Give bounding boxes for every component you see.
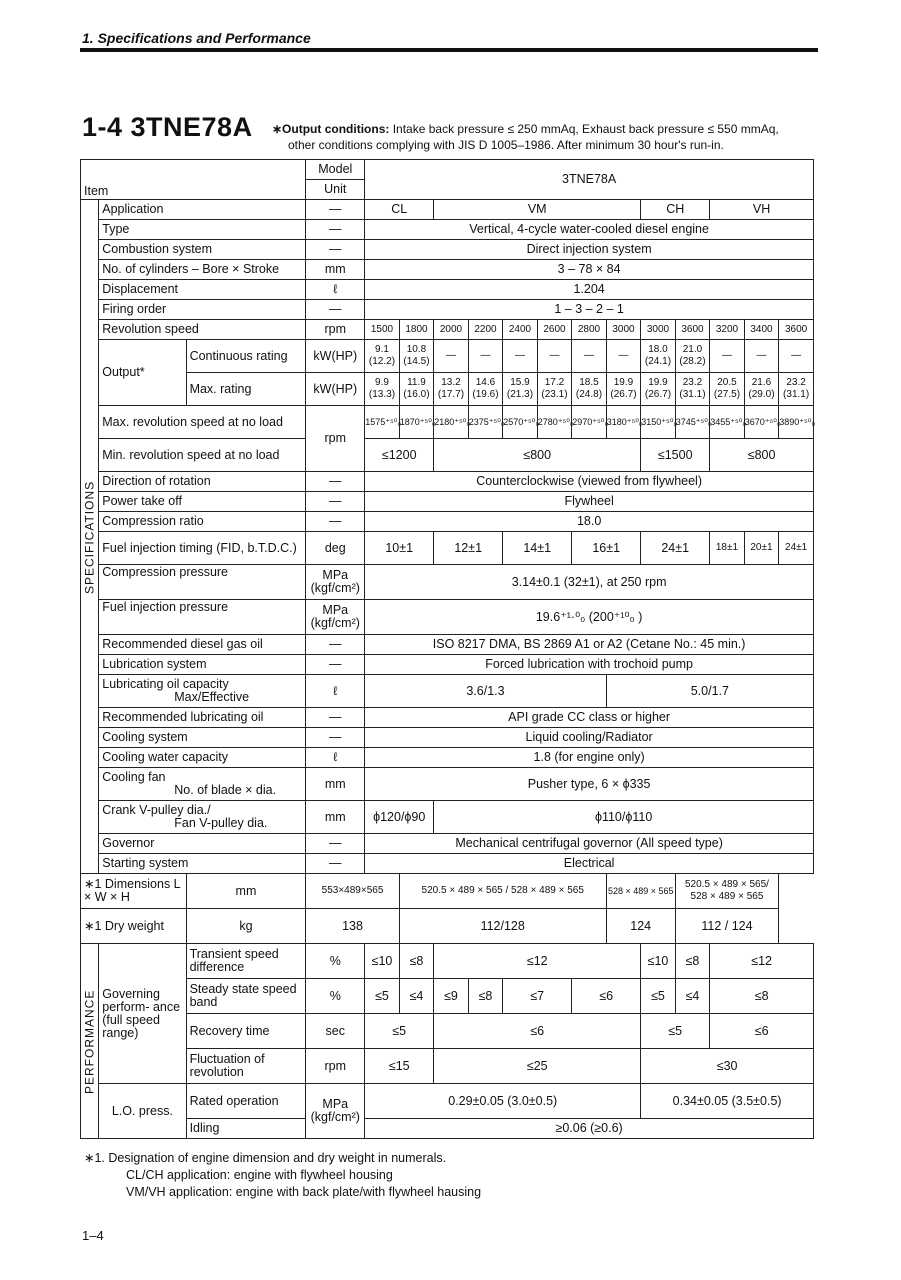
min-rev-value: ≤800 bbox=[434, 439, 641, 472]
pulley-title: Crank V-pulley dia./ bbox=[102, 803, 211, 817]
oil-capacity-sublabel: Max/Effective bbox=[174, 690, 250, 704]
application-vm: VM bbox=[434, 200, 641, 220]
fan-unit: mm bbox=[306, 768, 365, 801]
governor-value: Mechanical centrifugal governor (All speed type) bbox=[365, 834, 814, 854]
dry-weight-value: 138 bbox=[306, 909, 399, 944]
revolution-value: 3600 bbox=[779, 320, 814, 340]
max-rating-value: 17.2 (23.1) bbox=[537, 373, 572, 406]
pulley-unit: mm bbox=[306, 801, 365, 834]
continuous-value: — bbox=[537, 340, 572, 373]
revolution-value: 2400 bbox=[503, 320, 538, 340]
max-rating-value: 23.2 (31.1) bbox=[675, 373, 710, 406]
cylinders-value: 3 – 78 × 84 bbox=[365, 260, 814, 280]
cooling-unit: — bbox=[306, 728, 365, 748]
fuel-timing-value: 12±1 bbox=[434, 532, 503, 565]
fuel-pressure-value: 19.6⁺¹·⁰₀ (200⁺¹⁰₀ ) bbox=[365, 600, 814, 635]
max-rating-value: 19.9 (26.7) bbox=[606, 373, 641, 406]
specifications-side-label: SPECIFICATIONS bbox=[81, 200, 99, 874]
revolution-value: 3000 bbox=[641, 320, 676, 340]
steady-value: ≤7 bbox=[503, 979, 572, 1014]
fuel-timing-value: 24±1 bbox=[641, 532, 710, 565]
max-rev-value: 2570⁺⁵⁰₀ bbox=[503, 406, 538, 439]
displacement-label: Displacement bbox=[99, 280, 306, 300]
max-rev-value: 3890⁺⁵⁰₀ bbox=[779, 406, 814, 439]
max-rating-unit: kW(HP) bbox=[306, 373, 365, 406]
direction-value: Counterclockwise (viewed from flywheel) bbox=[365, 472, 814, 492]
recovery-value: ≤5 bbox=[641, 1014, 710, 1049]
lub-oil-unit: — bbox=[306, 708, 365, 728]
continuous-value: 21.0 (28.2) bbox=[675, 340, 710, 373]
lo-press-label: L.O. press. bbox=[99, 1084, 186, 1139]
fluctuation-label: Fluctuation of revolution bbox=[186, 1049, 306, 1084]
dry-weight-value: 112 / 124 bbox=[675, 909, 779, 944]
footnote-3: VM/VH application: engine with back plate/with flywheel hausing bbox=[126, 1185, 482, 1199]
displacement-value: 1.204 bbox=[365, 280, 814, 300]
steady-value: ≤5 bbox=[365, 979, 400, 1014]
lubrication-unit: — bbox=[306, 655, 365, 675]
lub-oil-value: API grade CC class or higher bbox=[365, 708, 814, 728]
footnote-1: ∗1. Designation of engine dimension and dry weight in numerals. bbox=[84, 1151, 447, 1165]
fan-label bbox=[99, 768, 306, 801]
compression-ratio-value: 18.0 bbox=[365, 512, 814, 532]
max-rev-label: Max. revolution speed at no load bbox=[99, 406, 306, 439]
dimensions-value: 520.5 × 489 × 565/ 528 × 489 × 565 bbox=[675, 874, 779, 909]
transient-value: ≤8 bbox=[675, 944, 710, 979]
firing-value: 1 – 3 – 2 – 1 bbox=[365, 300, 814, 320]
dry-weight-value: 112/128 bbox=[399, 909, 606, 944]
output-label: Output* bbox=[99, 340, 186, 406]
revolution-value: 3000 bbox=[606, 320, 641, 340]
max-rev-value: 2375⁺⁵⁰₀ bbox=[468, 406, 503, 439]
type-label: Type bbox=[99, 220, 306, 240]
starting-value: Electrical bbox=[365, 854, 814, 874]
steady-value: ≤6 bbox=[572, 979, 641, 1014]
max-rating-value: 19.9 (26.7) bbox=[641, 373, 676, 406]
combustion-value: Direct injection system bbox=[365, 240, 814, 260]
recovery-label: Recovery time bbox=[186, 1014, 306, 1049]
transient-value: ≤10 bbox=[365, 944, 400, 979]
revolution-value: 3400 bbox=[744, 320, 779, 340]
max-rating-value: 21.6 (29.0) bbox=[744, 373, 779, 406]
steady-unit: % bbox=[306, 979, 365, 1014]
revolution-value: 3600 bbox=[675, 320, 710, 340]
continuous-value: 18.0 (24.1) bbox=[641, 340, 676, 373]
max-rating-value: 20.5 (27.5) bbox=[710, 373, 745, 406]
continuous-value: — bbox=[503, 340, 538, 373]
application-vh: VH bbox=[710, 200, 814, 220]
oil-capacity-title: Lubricating oil capacity bbox=[102, 677, 229, 691]
comp-pressure-unit: MPa (kgf/cm²) bbox=[306, 565, 365, 600]
type-unit: — bbox=[306, 220, 365, 240]
displacement-unit: ℓ bbox=[306, 280, 365, 300]
diesel-unit: — bbox=[306, 635, 365, 655]
max-rating-value: 11.9 (16.0) bbox=[399, 373, 434, 406]
type-value: Vertical, 4-cycle water-cooled diesel engine bbox=[365, 220, 814, 240]
rated-operation-label: Rated operation bbox=[186, 1084, 306, 1119]
dry-weight-unit: kg bbox=[186, 909, 306, 944]
revolution-label: Revolution speed bbox=[99, 320, 306, 340]
pulley-value: ϕ110/ϕ110 bbox=[434, 801, 814, 834]
fuel-timing-value: 24±1 bbox=[779, 532, 814, 565]
fuel-pressure-label: Fuel injection pressure bbox=[99, 600, 306, 635]
recovery-value: ≤6 bbox=[710, 1014, 814, 1049]
diesel-label: Recommended diesel gas oil bbox=[99, 635, 306, 655]
max-rev-value: 3180⁺⁵⁰₀ bbox=[606, 406, 641, 439]
lubrication-label: Lubrication system bbox=[99, 655, 306, 675]
pulley-label bbox=[99, 801, 306, 834]
max-rev-value: 2970⁺⁵⁰₀ bbox=[572, 406, 607, 439]
compression-ratio-unit: — bbox=[306, 512, 365, 532]
transient-value: ≤8 bbox=[399, 944, 434, 979]
max-rev-value: 1575⁺⁵⁰₀ bbox=[365, 406, 400, 439]
diesel-value: ISO 8217 DMA, BS 2869 A1 or A2 (Cetane No.: 45 min.) bbox=[365, 635, 814, 655]
fluctuation-value: ≤30 bbox=[641, 1049, 814, 1084]
section-header: 1. Specifications and Performance bbox=[82, 30, 311, 46]
max-rating-value: 9.9 (13.3) bbox=[365, 373, 400, 406]
page-title: 1-4 3TNE78A bbox=[82, 112, 253, 142]
min-rev-value: ≤1500 bbox=[641, 439, 710, 472]
unit-label: Unit bbox=[306, 180, 365, 200]
fan-value: Pusher type, 6 × ϕ335 bbox=[365, 768, 814, 801]
fuel-timing-value: 18±1 bbox=[710, 532, 745, 565]
fuel-timing-label: Fuel injection timing (FID, b.T.D.C.) bbox=[99, 532, 306, 565]
dimensions-value: 528 × 489 × 565 bbox=[606, 874, 675, 909]
water-label: Cooling water capacity bbox=[99, 748, 306, 768]
oil-capacity-value: 3.6/1.3 bbox=[365, 675, 607, 708]
min-rev-value: ≤800 bbox=[710, 439, 814, 472]
transient-value: ≤12 bbox=[710, 944, 814, 979]
idling-value: ≥0.06 (≥0.6) bbox=[365, 1119, 814, 1139]
transient-value: ≤12 bbox=[434, 944, 641, 979]
max-rev-value: 3745⁺⁵⁰₀ bbox=[675, 406, 710, 439]
combustion-unit: — bbox=[306, 240, 365, 260]
performance-side-label: PERFORMANCE bbox=[81, 944, 99, 1139]
max-rating-label: Max. rating bbox=[186, 373, 306, 406]
rated-operation-value: 0.29±0.05 (3.0±0.5) bbox=[365, 1084, 641, 1119]
continuous-value: — bbox=[606, 340, 641, 373]
dimensions-label: ∗1 Dimensions L × W × H bbox=[81, 874, 187, 909]
model-label: Model bbox=[306, 160, 365, 180]
cooling-label: Cooling system bbox=[99, 728, 306, 748]
fuel-timing-value: 10±1 bbox=[365, 532, 434, 565]
lub-oil-label: Recommended lubricating oil bbox=[99, 708, 306, 728]
fluctuation-value: ≤25 bbox=[434, 1049, 641, 1084]
dry-weight-label: ∗1 Dry weight bbox=[81, 909, 187, 944]
max-rev-value: 3455⁺⁵⁰₀ bbox=[710, 406, 745, 439]
revolution-value: 1500 bbox=[365, 320, 400, 340]
cylinders-label: No. of cylinders – Bore × Stroke bbox=[99, 260, 306, 280]
revolution-value: 1800 bbox=[399, 320, 434, 340]
continuous-unit: kW(HP) bbox=[306, 340, 365, 373]
revolution-value: 2800 bbox=[572, 320, 607, 340]
steady-value: ≤4 bbox=[399, 979, 434, 1014]
dimensions-unit: mm bbox=[186, 874, 306, 909]
fluctuation-value: ≤15 bbox=[365, 1049, 434, 1084]
lo-press-unit: MPa (kgf/cm²) bbox=[306, 1084, 365, 1139]
revolution-value: 2600 bbox=[537, 320, 572, 340]
continuous-value: — bbox=[744, 340, 779, 373]
dry-weight-value: 124 bbox=[606, 909, 675, 944]
fan-sublabel: No. of blade × dia. bbox=[174, 783, 277, 797]
continuous-value: 9.1 (12.2) bbox=[365, 340, 400, 373]
transient-label: Transient speed difference bbox=[186, 944, 306, 979]
max-rating-value: 23.2 (31.1) bbox=[779, 373, 814, 406]
comp-pressure-value: 3.14±0.1 (32±1), at 250 rpm bbox=[365, 565, 814, 600]
revolution-value: 2200 bbox=[468, 320, 503, 340]
page-number: 1–4 bbox=[82, 1228, 104, 1243]
steady-value: ≤5 bbox=[641, 979, 676, 1014]
transient-value: ≤10 bbox=[641, 944, 676, 979]
fuel-timing-value: 20±1 bbox=[744, 532, 779, 565]
firing-unit: — bbox=[306, 300, 365, 320]
max-rev-value: 2780⁺⁵⁰₀ bbox=[537, 406, 572, 439]
pulley-sublabel: Fan V-pulley dia. bbox=[174, 816, 268, 830]
continuous-value: — bbox=[779, 340, 814, 373]
output-conditions bbox=[272, 121, 812, 153]
item-header: Item bbox=[81, 160, 306, 200]
direction-unit: — bbox=[306, 472, 365, 492]
transient-unit: % bbox=[306, 944, 365, 979]
max-rev-value: 2180⁺⁵⁰₀ bbox=[434, 406, 469, 439]
pulley-value: ϕ120/ϕ90 bbox=[365, 801, 434, 834]
application-ch: CH bbox=[641, 200, 710, 220]
application-label: Application bbox=[99, 200, 306, 220]
recovery-value: ≤6 bbox=[434, 1014, 641, 1049]
footnote-2: CL/CH application: engine with flywheel housing bbox=[126, 1168, 393, 1182]
starting-unit: — bbox=[306, 854, 365, 874]
max-rev-value: 1870⁺⁵⁰₀ bbox=[399, 406, 434, 439]
application-cl: CL bbox=[365, 200, 434, 220]
direction-label: Direction of rotation bbox=[99, 472, 306, 492]
combustion-label: Combustion system bbox=[99, 240, 306, 260]
governor-unit: — bbox=[306, 834, 365, 854]
oil-capacity-value: 5.0/1.7 bbox=[606, 675, 813, 708]
continuous-value: — bbox=[434, 340, 469, 373]
starting-label: Starting system bbox=[99, 854, 306, 874]
steady-value: ≤9 bbox=[434, 979, 469, 1014]
water-value: 1.8 (for engine only) bbox=[365, 748, 814, 768]
dimensions-value: 553×489×565 bbox=[306, 874, 399, 909]
max-rev-value: 3670⁺⁵⁰₀ bbox=[744, 406, 779, 439]
min-rev-label: Min. revolution speed at no load bbox=[99, 439, 306, 472]
application-unit: — bbox=[306, 200, 365, 220]
revolution-value: 3200 bbox=[710, 320, 745, 340]
compression-ratio-label: Compression ratio bbox=[99, 512, 306, 532]
fluctuation-unit: rpm bbox=[306, 1049, 365, 1084]
model-value: 3TNE78A bbox=[365, 160, 814, 200]
steady-value: ≤4 bbox=[675, 979, 710, 1014]
comp-pressure-label: Compression pressure bbox=[99, 565, 306, 600]
continuous-value: 10.8 (14.5) bbox=[399, 340, 434, 373]
conditions-line1: Intake back pressure ≤ 250 mmAq, Exhaust back pressure ≤ 550 mmAq, bbox=[392, 122, 779, 136]
governing-label: Governing perform- ance (full speed range) bbox=[99, 944, 186, 1084]
lubrication-value: Forced lubrication with trochoid pump bbox=[365, 655, 814, 675]
idling-label: Idling bbox=[186, 1119, 306, 1139]
rated-operation-value: 0.34±0.05 (3.5±0.5) bbox=[641, 1084, 814, 1119]
conditions-line2: other conditions complying with JIS D 1005–1986. After minimum 30 hour's run-in. bbox=[288, 138, 724, 152]
fuel-timing-unit: deg bbox=[306, 532, 365, 565]
cooling-value: Liquid cooling/Radiator bbox=[365, 728, 814, 748]
continuous-value: — bbox=[572, 340, 607, 373]
fan-title: Cooling fan bbox=[102, 770, 166, 784]
cylinders-unit: mm bbox=[306, 260, 365, 280]
footnotes bbox=[84, 1150, 481, 1201]
water-unit: ℓ bbox=[306, 748, 365, 768]
revolution-unit: rpm bbox=[306, 320, 365, 340]
fuel-timing-value: 14±1 bbox=[503, 532, 572, 565]
continuous-value: — bbox=[468, 340, 503, 373]
rev-unit: rpm bbox=[306, 406, 365, 472]
max-rating-value: 15.9 (21.3) bbox=[503, 373, 538, 406]
max-rating-value: 13.2 (17.7) bbox=[434, 373, 469, 406]
dimensions-value: 520.5 × 489 × 565 / 528 × 489 × 565 bbox=[399, 874, 606, 909]
spec-table bbox=[80, 159, 814, 1139]
fuel-timing-value: 16±1 bbox=[572, 532, 641, 565]
firing-label: Firing order bbox=[99, 300, 306, 320]
oil-capacity-label bbox=[99, 675, 306, 708]
min-rev-value: ≤1200 bbox=[365, 439, 434, 472]
max-rating-value: 18.5 (24.8) bbox=[572, 373, 607, 406]
max-rev-value: 3150⁺⁵⁰₀ bbox=[641, 406, 676, 439]
steady-label: Steady state speed band bbox=[186, 979, 306, 1014]
recovery-value: ≤5 bbox=[365, 1014, 434, 1049]
max-rating-value: 14.6 (19.6) bbox=[468, 373, 503, 406]
pto-unit: — bbox=[306, 492, 365, 512]
continuous-value: — bbox=[710, 340, 745, 373]
steady-value: ≤8 bbox=[710, 979, 814, 1014]
continuous-label: Continuous rating bbox=[186, 340, 306, 373]
pto-label: Power take off bbox=[99, 492, 306, 512]
revolution-value: 2000 bbox=[434, 320, 469, 340]
conditions-label: ∗Output conditions: bbox=[272, 122, 390, 136]
header-rule bbox=[80, 48, 818, 52]
fuel-pressure-unit: MPa (kgf/cm²) bbox=[306, 600, 365, 635]
governor-label: Governor bbox=[99, 834, 306, 854]
recovery-unit: sec bbox=[306, 1014, 365, 1049]
pto-value: Flywheel bbox=[365, 492, 814, 512]
oil-capacity-unit: ℓ bbox=[306, 675, 365, 708]
steady-value: ≤8 bbox=[468, 979, 503, 1014]
